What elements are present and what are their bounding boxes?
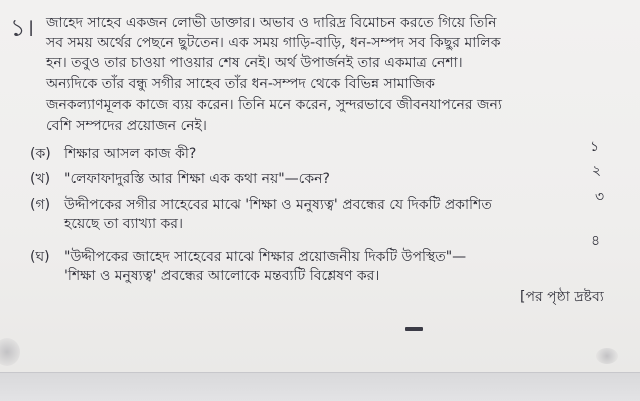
continuation-note: [পর পৃষ্ঠা দ্রষ্টব্য xyxy=(520,289,604,305)
paper-stain xyxy=(596,348,618,364)
subquestion-text: 'শিক্ষা ও মনুষ্যত্ব' প্রবন্ধের আলোকে মন্তব্যটি বিশ্লেষণ কর। xyxy=(64,268,380,284)
passage-line: জাহেদ সাহেব একজন লোভী ডাক্তার। অভাব ও দারিদ্র বিমোচন করতে গিয়ে তিনি xyxy=(46,15,497,31)
subquestion-mark: ৪ xyxy=(591,233,601,249)
page-dash xyxy=(405,327,423,331)
passage-line: সব সময় অর্থের পেছনে ছুটতেন। এক সময় গাড়ি-বাড়ি, ধন-সম্পদ সব কিছুর মালিক xyxy=(46,35,501,51)
subquestion-text: উদ্দীপকের সগীর সাহেবের মাঝে 'শিক্ষা ও মনুষ্যত্ব' প্রবন্ধের যে দিকটি প্রকাশিত xyxy=(64,197,492,213)
subquestion-mark: ২ xyxy=(592,163,602,179)
subquestion-mark: ১ xyxy=(590,139,600,155)
subquestion-label: (ক) xyxy=(30,146,51,162)
subquestion-mark: ৩ xyxy=(595,189,605,205)
subquestion-text: "উদ্দীপকের জাহেদ সাহেবের মাঝে শিক্ষার প্রয়োজনীয় দিকটি উপস্থিত"— xyxy=(64,249,467,265)
passage-line: বেশি সম্পদের প্রয়োজন নেই। xyxy=(46,118,207,134)
subquestion-label: (গ) xyxy=(30,197,51,213)
passage-line: জনকল্যাণমূলক কাজে ব্যয় করেন। তিনি মনে করেন, সুন্দরভাবে জীবনযাপনের জন্য xyxy=(46,97,502,113)
passage-line: হন। তবুও তার চাওয়া পাওয়ার শেষ নেই। অর্থ উপার্জনই তার একমাত্র নেশা। xyxy=(46,55,463,71)
subquestion-label: (ঘ) xyxy=(30,249,50,265)
subquestion-label: (খ) xyxy=(30,171,51,187)
scan-bottom-strip xyxy=(0,372,640,401)
subquestion-text: "লেফাফাদুরস্তি আর শিক্ষা এক কথা নয়"—কেন? xyxy=(64,171,330,187)
question-number: ১। xyxy=(10,14,35,42)
subquestion-text: শিক্ষার আসল কাজ কী? xyxy=(64,146,197,162)
paper-stain xyxy=(0,338,20,366)
passage-line: অন্যদিকে তাঁর বন্ধু সগীর সাহেব তাঁর ধন-সম্পদ থেকে বিভিন্ন সামাজিক xyxy=(46,76,435,92)
subquestion-text: হয়েছে তা ব্যাখ্যা কর। xyxy=(64,216,183,232)
